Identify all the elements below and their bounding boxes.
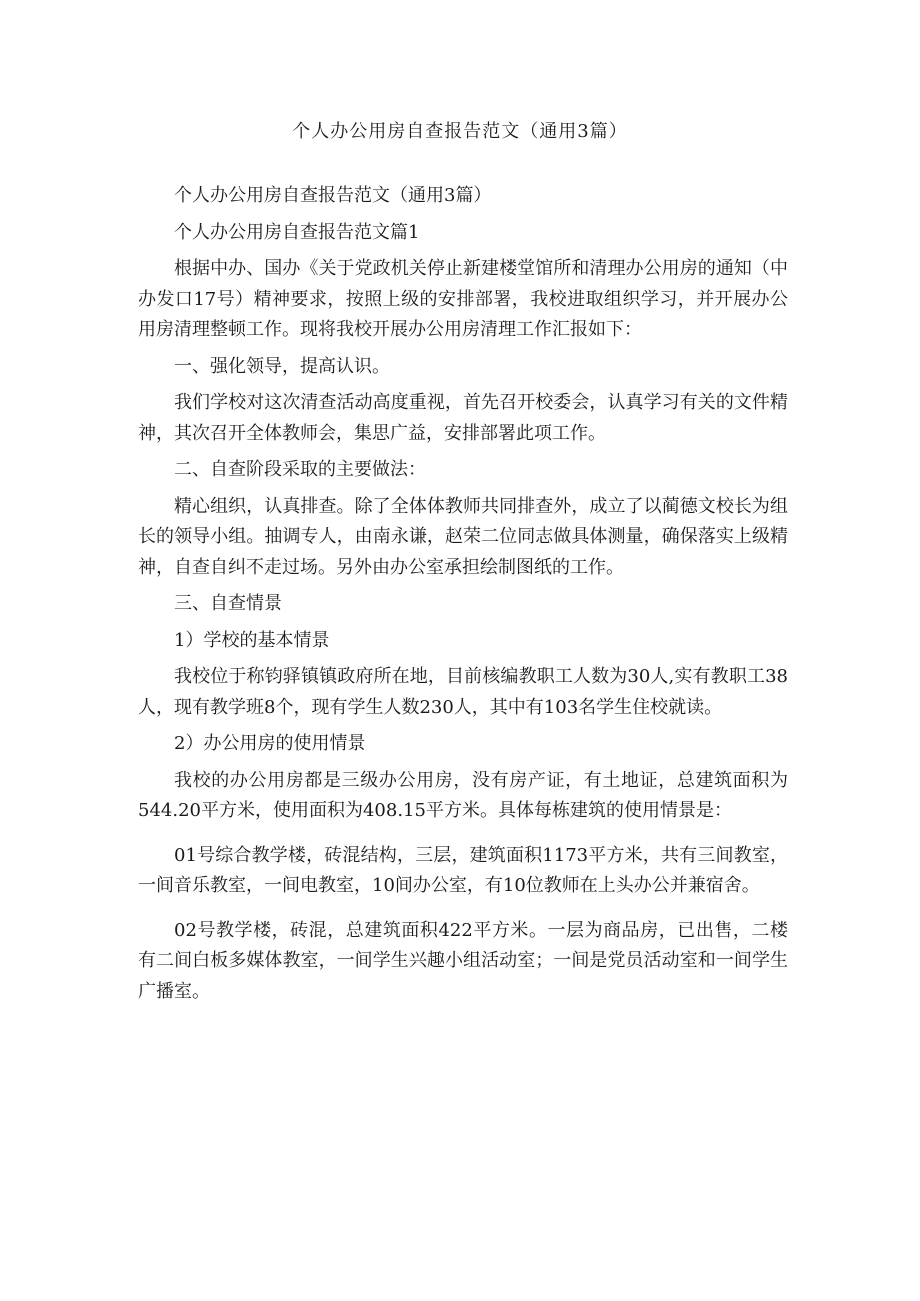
paragraph: 1）学校的基本情景 bbox=[174, 629, 330, 651]
paragraph: 一、强化领导，提高认识。 bbox=[174, 355, 390, 377]
paragraph: 三、自查情景 bbox=[174, 593, 282, 614]
paragraph: 02号教学楼，砖混，总建筑面积422平方米。一层为商品房，已出售，二楼有二间白板多媒体教室，一间学生兴趣小组活动室；一间是党员活动室和一间学生广播室。 bbox=[138, 919, 788, 1002]
paragraph: 二、自查阶段采取的主要做法： bbox=[174, 459, 426, 480]
paragraph: 我校的办公用房都是三级办公用房，没有房产证，有土地证，总建筑面积为544.20平方米，使用面积为408.15平方米。具体每栋建筑的使用情景是： bbox=[138, 769, 788, 821]
paragraph: 根据中办、国办《关于党政机关停止新建楼堂馆所和清理办公用房的通知（中办发口17号）精神要求，按照上级的安排部署，我校进取组织学习，并开展办公用房清理整顿工作。现将我校开展办公用房清理工作汇报如下： bbox=[138, 258, 788, 340]
paragraph: 精心组织，认真排查。除了全体体教师共同排查外，成立了以蔺德文校长为组长的领导小组。抽调专人，由南永谦，赵荣二位同志做具体测量，确保落实上级精神，自查自纠不走过场。另外由办公室承担绘制图纸的工作。 bbox=[138, 495, 788, 578]
paragraph: 个人办公用房自查报告范文（通用3篇） bbox=[174, 185, 492, 206]
document-body bbox=[138, 181, 788, 1013]
paragraph: 01号综合教学楼，砖混结构，三层，建筑面积1173平方米，共有三间教室，一间音乐教室，一间电教室，10间办公室，有10位教师在上头办公并兼宿舍。 bbox=[138, 844, 788, 896]
paragraph: 个人办公用房自查报告范文篇1 bbox=[174, 221, 420, 243]
paragraph: 我们学校对这次清查活动高度重视，首先召开校委会，认真学习有关的文件精神，其次召开全体教师会，集思广益，安排部署此项工作。 bbox=[138, 392, 788, 444]
paragraph: 我校位于称钧驿镇镇政府所在地，目前核编教职工人数为30人,实有教职工38人，现有教学班8个，现有学生人数230人，其中有103名学生住校就读。 bbox=[138, 666, 788, 718]
paragraph: 2）办公用房的使用情景 bbox=[174, 733, 366, 754]
document-title: 个人办公用房自查报告范文（通用3篇） bbox=[292, 121, 628, 142]
